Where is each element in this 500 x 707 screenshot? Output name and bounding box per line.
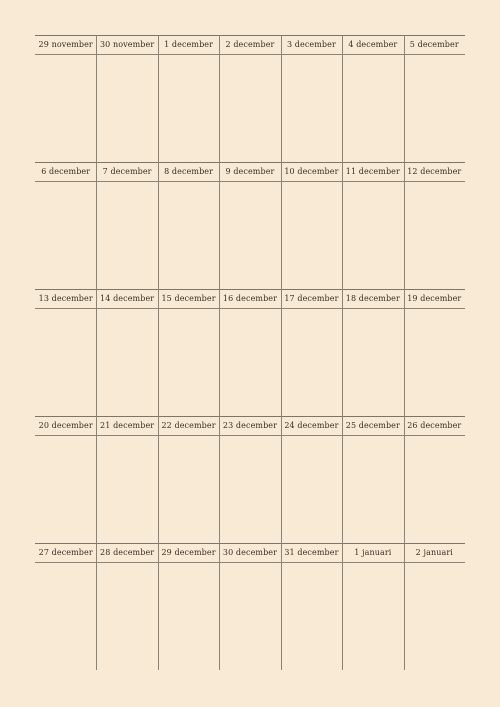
- day-column-divider: [158, 35, 159, 162]
- calendar-day-label: 15 december: [161, 294, 216, 303]
- day-column-divider: [158, 162, 159, 289]
- day-column-divider: [96, 289, 97, 416]
- calendar-day-label: 2 januari: [415, 548, 453, 557]
- calendar-day-cell: [219, 35, 280, 162]
- calendar-day-label: 30 december: [222, 548, 278, 557]
- calendar-day-label: 1 januari: [354, 548, 392, 557]
- calendar-day-cell: [96, 35, 157, 162]
- calendar-day-label: 4 december: [348, 40, 398, 49]
- day-column-divider: [404, 416, 405, 543]
- calendar-day-cell: [404, 35, 465, 162]
- day-column-divider: [158, 416, 159, 543]
- calendar-day-label: 13 december: [38, 294, 93, 303]
- calendar-day-cell: [342, 162, 403, 289]
- calendar-day-label: 26 december: [407, 421, 462, 430]
- calendar-day-cell: [404, 162, 465, 289]
- day-column-divider: [219, 289, 220, 416]
- calendar-day-cell: [404, 543, 465, 670]
- calendar-day-cell: [281, 35, 342, 162]
- day-column-divider: [342, 543, 343, 670]
- day-column-divider: [342, 35, 343, 162]
- calendar-day-label: 29 november: [38, 40, 93, 49]
- calendar-day-label: 14 december: [100, 294, 155, 303]
- calendar-day-label: 11 december: [345, 167, 400, 176]
- calendar-day-label: 5 december: [409, 40, 459, 49]
- calendar-day-cell: [404, 289, 465, 416]
- day-column-divider: [281, 289, 282, 416]
- calendar-day-label: 16 december: [222, 294, 278, 303]
- calendar-day-label: 8 december: [164, 167, 214, 176]
- calendar-day-cell: [35, 289, 96, 416]
- calendar-day-label: 12 december: [407, 167, 462, 176]
- day-column-divider: [281, 543, 282, 670]
- calendar-week-row: [35, 289, 465, 416]
- day-column-divider: [219, 162, 220, 289]
- calendar-day-label: 24 december: [284, 421, 339, 430]
- day-column-divider: [281, 35, 282, 162]
- day-column-divider: [404, 289, 405, 416]
- day-column-divider: [219, 543, 220, 670]
- day-column-divider: [96, 35, 97, 162]
- calendar-day-cell: [158, 543, 219, 670]
- calendar-day-label: 22 december: [161, 421, 216, 430]
- calendar-day-label: 29 december: [161, 548, 216, 557]
- calendar-day-cell: [96, 289, 157, 416]
- day-column-divider: [342, 162, 343, 289]
- calendar-day-cell: [404, 416, 465, 543]
- calendar-day-cell: [281, 543, 342, 670]
- calendar-week-row: [35, 35, 465, 162]
- calendar-day-cell: [35, 543, 96, 670]
- day-column-divider: [158, 543, 159, 670]
- calendar-day-label: 1 december: [164, 40, 214, 49]
- calendar-day-label: 28 december: [100, 548, 155, 557]
- day-column-divider: [96, 543, 97, 670]
- calendar-day-label: 18 december: [345, 294, 400, 303]
- calendar-day-cell: [219, 162, 280, 289]
- calendar-day-cell: [96, 416, 157, 543]
- calendar-day-label: 3 december: [286, 40, 336, 49]
- day-column-divider: [281, 416, 282, 543]
- calendar-day-cell: [158, 162, 219, 289]
- calendar-day-cell: [158, 416, 219, 543]
- calendar-day-cell: [96, 543, 157, 670]
- calendar-day-label: 9 december: [225, 167, 275, 176]
- calendar-day-cell: [158, 289, 219, 416]
- calendar-day-label: 27 december: [38, 548, 93, 557]
- day-column-divider: [342, 289, 343, 416]
- day-column-divider: [219, 35, 220, 162]
- calendar-day-label: 31 december: [284, 548, 339, 557]
- calendar-day-cell: [158, 35, 219, 162]
- calendar-day-label: 25 december: [345, 421, 400, 430]
- calendar-day-cell: [96, 162, 157, 289]
- calendar-week-row: [35, 543, 465, 670]
- calendar-day-label: 21 december: [100, 421, 155, 430]
- calendar-day-label: 30 november: [99, 40, 155, 49]
- calendar-day-label: 17 december: [284, 294, 339, 303]
- day-column-divider: [404, 543, 405, 670]
- day-column-divider: [404, 162, 405, 289]
- calendar-day-cell: [219, 289, 280, 416]
- calendar-day-cell: [35, 35, 96, 162]
- month-calendar-grid: [35, 35, 465, 672]
- calendar-day-cell: [342, 289, 403, 416]
- calendar-day-cell: [281, 162, 342, 289]
- calendar-day-label: 6 december: [41, 167, 91, 176]
- calendar-day-label: 23 december: [222, 421, 278, 430]
- calendar-day-cell: [35, 162, 96, 289]
- calendar-day-cell: [281, 416, 342, 543]
- calendar-week-row: [35, 416, 465, 543]
- calendar-day-label: 19 december: [407, 294, 462, 303]
- calendar-day-cell: [342, 35, 403, 162]
- day-column-divider: [158, 289, 159, 416]
- calendar-day-cell: [342, 416, 403, 543]
- calendar-week-row: [35, 162, 465, 289]
- day-column-divider: [219, 416, 220, 543]
- calendar-day-cell: [35, 416, 96, 543]
- day-column-divider: [96, 162, 97, 289]
- day-column-divider: [404, 35, 405, 162]
- calendar-day-cell: [342, 543, 403, 670]
- day-column-divider: [96, 416, 97, 543]
- calendar-day-cell: [219, 543, 280, 670]
- calendar-day-cell: [281, 289, 342, 416]
- day-column-divider: [342, 416, 343, 543]
- day-column-divider: [281, 162, 282, 289]
- calendar-day-label: 10 december: [284, 167, 339, 176]
- calendar-day-label: 7 december: [102, 167, 152, 176]
- calendar-day-label: 20 december: [38, 421, 93, 430]
- calendar-day-cell: [219, 416, 280, 543]
- calendar-day-label: 2 december: [225, 40, 275, 49]
